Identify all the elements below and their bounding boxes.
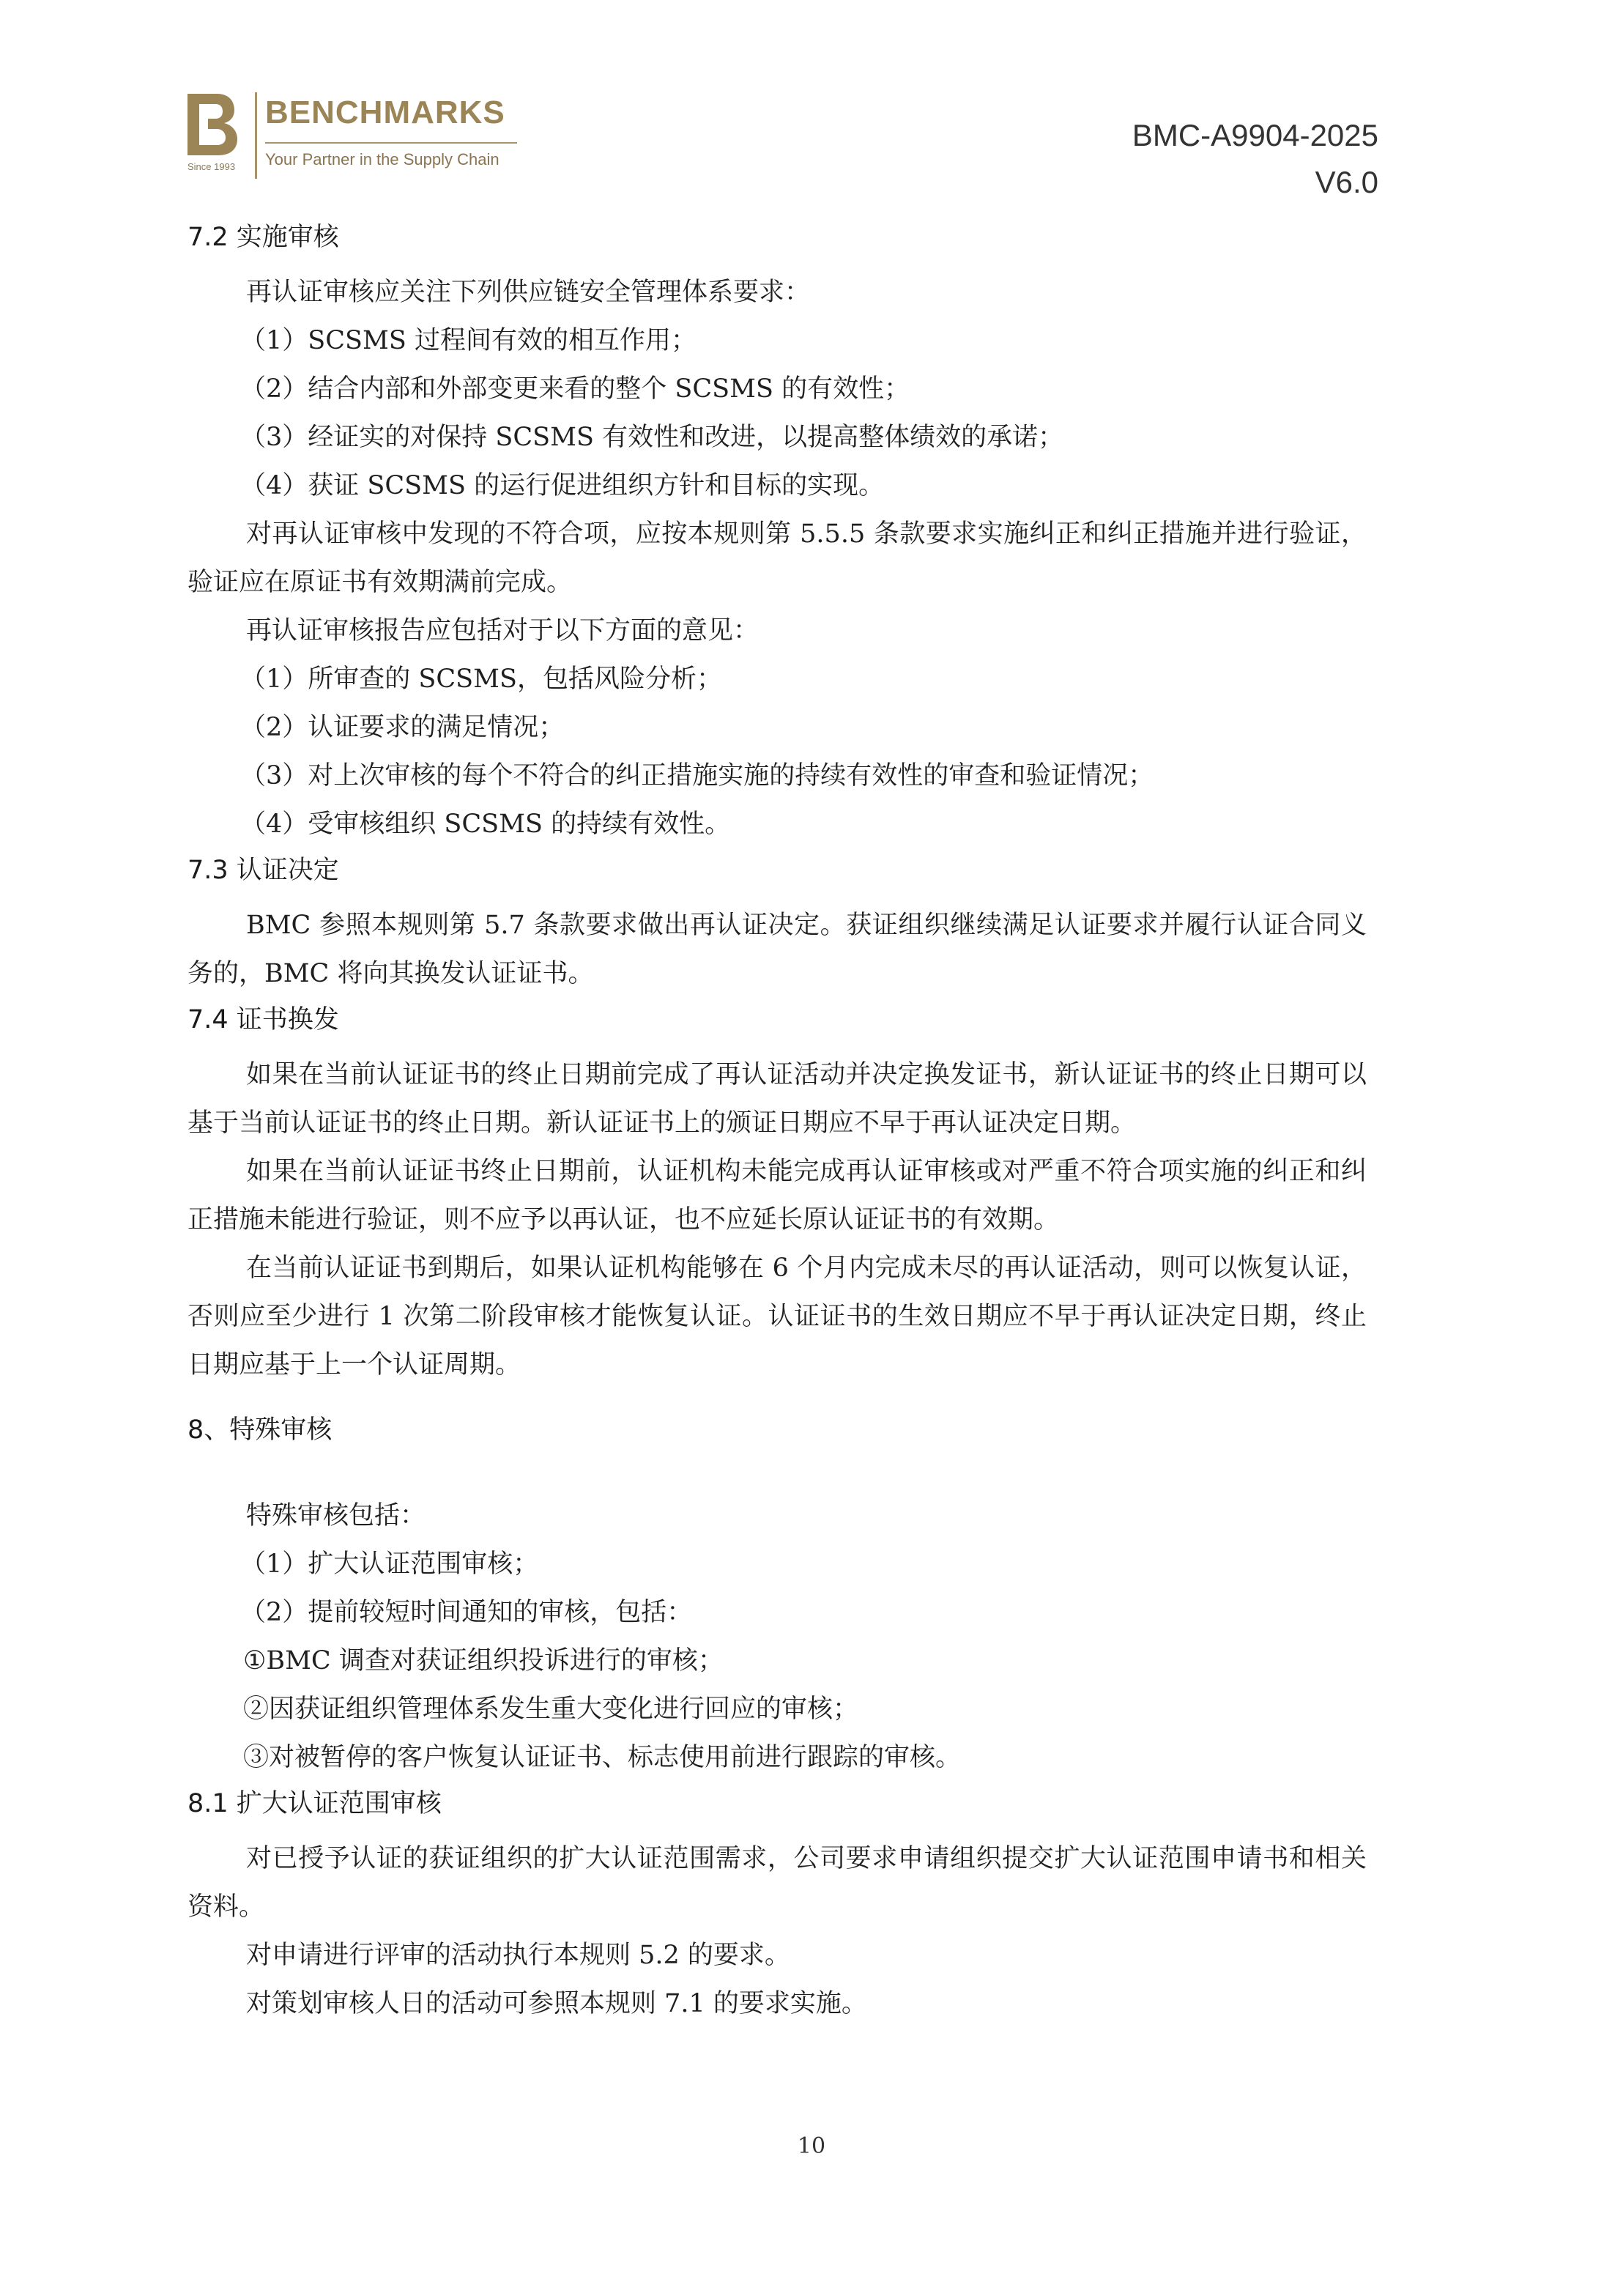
paragraph: 再认证审核应关注下列供应链安全管理体系要求：: [246, 278, 811, 307]
list-item: （2）提前较短时间通知的审核，包括：: [240, 1598, 693, 1627]
page-number: 10: [797, 2133, 826, 2159]
document-version: V6.0: [1315, 165, 1378, 199]
paragraph: 对策划审核人日的活动可参照本规则 7.1 的要求实施。: [246, 1989, 867, 2018]
list-item: ②因获证组织管理体系发生重大变化进行回应的审核；: [243, 1695, 859, 1724]
list-item: （1）所审查的 SCSMS，包括风险分析；: [240, 664, 722, 694]
logo-tagline: Your Partner in the Supply Chain: [265, 150, 499, 169]
heading-7-2: 7.2 实施审核: [187, 223, 339, 252]
list-item: （2）结合内部和外部变更来看的整个 SCSMS 的有效性；: [240, 374, 910, 404]
list-item: （1）扩大认证范围审核；: [240, 1549, 539, 1579]
list-item: ③对被暂停的客户恢复认证证书、标志使用前进行跟踪的审核。: [243, 1743, 962, 1772]
paragraph: 如果在当前认证证书终止日期前，认证机构未能完成再认证审核或对严重不符合项实施的纠正和纠正措施未能进行验证，则不应予以再认证，也不应延长原认证证书的有效期。: [187, 1157, 1367, 1234]
list-item: （1）SCSMS 过程间有效的相互作用；: [240, 326, 697, 355]
paragraph: 对申请进行评审的活动执行本规则 5.2 的要求。: [246, 1941, 790, 1970]
benchmarks-logo-mark-icon: [187, 94, 239, 155]
list-item: （4）获证 SCSMS 的运行促进组织方针和目标的实现。: [240, 471, 885, 500]
logo-divider: [255, 92, 257, 179]
document-body: [187, 215, 1367, 2028]
paragraph: 特殊审核包括：: [246, 1501, 426, 1530]
document-code: BMC-A9904-2025: [1132, 118, 1378, 152]
list-item: （4）受审核组织 SCSMS 的持续有效性。: [240, 810, 731, 839]
paragraph: 再认证审核报告应包括对于以下方面的意见：: [246, 616, 759, 645]
list-item: （2）认证要求的满足情况；: [240, 713, 565, 742]
logo-name: BENCHMARKS: [265, 95, 505, 130]
paragraph: 在当前认证证书到期后，如果认证机构能够在 6 个月内完成未尽的再认证活动，则可以恢复认证，否则应至少进行 1 次第二阶段审核才能恢复认证。认证证书的生效日期应不早于再认证决定日期，终止日期应基于上一个认证周期。: [187, 1253, 1367, 1380]
heading-8: 8、特殊审核: [187, 1415, 333, 1445]
paragraph: BMC 参照本规则第 5.7 条款要求做出再认证决定。获证组织继续满足认证要求并履行认证合同义务的，BMC 将向其换发认证证书。: [187, 911, 1367, 988]
list-item: ①BMC 调查对获证组织投诉进行的审核；: [243, 1646, 724, 1675]
paragraph: 对再认证审核中发现的不符合项，应按本规则第 5.5.5 条款要求实施纠正和纠正措施并进行验证，验证应在原证书有效期满前完成。: [187, 519, 1367, 597]
heading-7-4: 7.4 证书换发: [187, 1005, 339, 1034]
heading-8-1: 8.1 扩大认证范围审核: [187, 1789, 442, 1818]
logo-since: Since 1993: [187, 161, 236, 172]
paragraph: 如果在当前认证证书的终止日期前完成了再认证活动并决定换发证书，新认证证书的终止日期可以基于当前认证证书的终止日期。新认证证书上的颁证日期应不早于再认证决定日期。: [187, 1060, 1367, 1138]
list-item: （3）经证实的对保持 SCSMS 有效性和改进，以提高整体绩效的承诺；: [240, 423, 1064, 452]
logo-rule: [265, 142, 517, 144]
heading-7-3: 7.3 认证决定: [187, 856, 339, 885]
list-item: （3）对上次审核的每个不符合的纠正措施实施的持续有效性的审查和验证情况；: [240, 761, 1154, 790]
company-logo: [187, 91, 524, 179]
paragraph: 对已授予认证的获证组织的扩大认证范围需求，公司要求申请组织提交扩大认证范围申请书和相关资料。: [187, 1844, 1367, 1922]
